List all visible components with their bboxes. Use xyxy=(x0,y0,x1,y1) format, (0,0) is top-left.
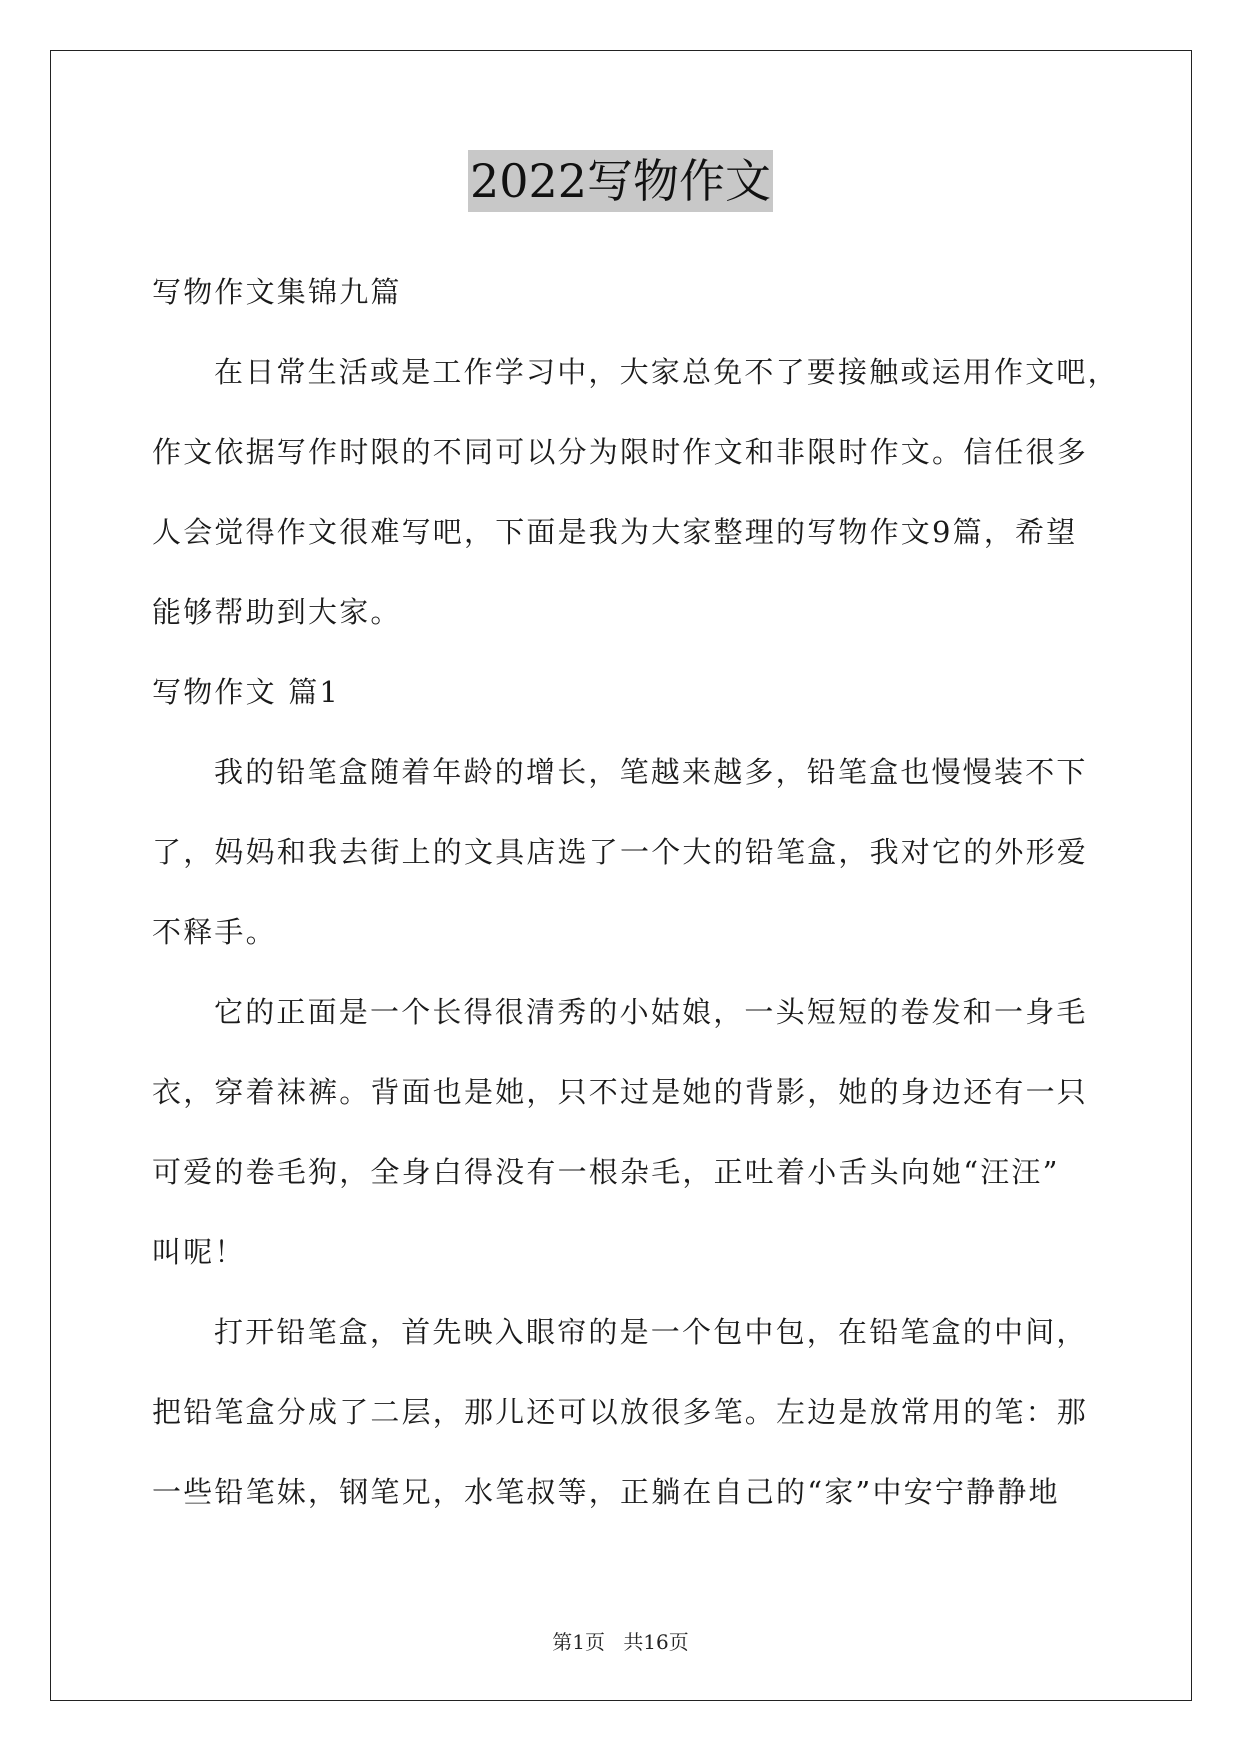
text-line: 写物作文集锦九篇 xyxy=(152,275,402,309)
text-line: 了，妈妈和我去街上的文具店选了一个大的铅笔盒，我对它的外形爱 xyxy=(152,835,1089,869)
text-line: 不释手。 xyxy=(152,915,277,949)
text-line: 作文依据写作时限的不同可以分为限时作文和非限时作文。信任很多 xyxy=(152,435,1089,469)
text-line: 可爱的卷毛狗，全身白得没有一根杂毛，正吐着小舌头向她“汪汪” xyxy=(152,1155,1060,1189)
text-line: 能够帮助到大家。 xyxy=(152,595,402,629)
page-footer xyxy=(0,1626,1241,1655)
text-line: 人会觉得作文很难写吧，下面是我为大家整理的写物作文9篇，希望 xyxy=(152,515,1078,549)
text-line: 叫呢！ xyxy=(152,1235,246,1269)
document-body xyxy=(152,252,1119,1532)
document-title: 2022写物作文 xyxy=(468,150,773,212)
title-container xyxy=(0,150,1241,212)
text-line: 一些铅笔妹，钢笔兄，水笔叔等，正躺在自己的“家”中安宁静静地 xyxy=(152,1475,1060,1509)
text-line: 打开铅笔盒，首先映入眼帘的是一个包中包，在铅笔盒的中间， xyxy=(214,1315,1088,1349)
text-line: 写物作文 篇1 xyxy=(152,675,341,709)
text-line: 衣，穿着袜裤。背面也是她，只不过是她的背影，她的身边还有一只 xyxy=(152,1075,1089,1109)
text-line: 它的正面是一个长得很清秀的小姑娘，一头短短的卷发和一身毛 xyxy=(214,995,1088,1029)
text-line: 把铅笔盒分成了二层，那儿还可以放很多笔。左边是放常用的笔：那 xyxy=(152,1395,1089,1429)
page-total: 共16页 xyxy=(623,1630,689,1654)
page-number: 第1页 xyxy=(552,1630,605,1654)
text-line: 我的铅笔盒随着年龄的增长，笔越来越多，铅笔盒也慢慢装不下 xyxy=(214,755,1088,789)
text-line: 在日常生活或是工作学习中，大家总免不了要接触或运用作文吧， xyxy=(214,355,1119,389)
